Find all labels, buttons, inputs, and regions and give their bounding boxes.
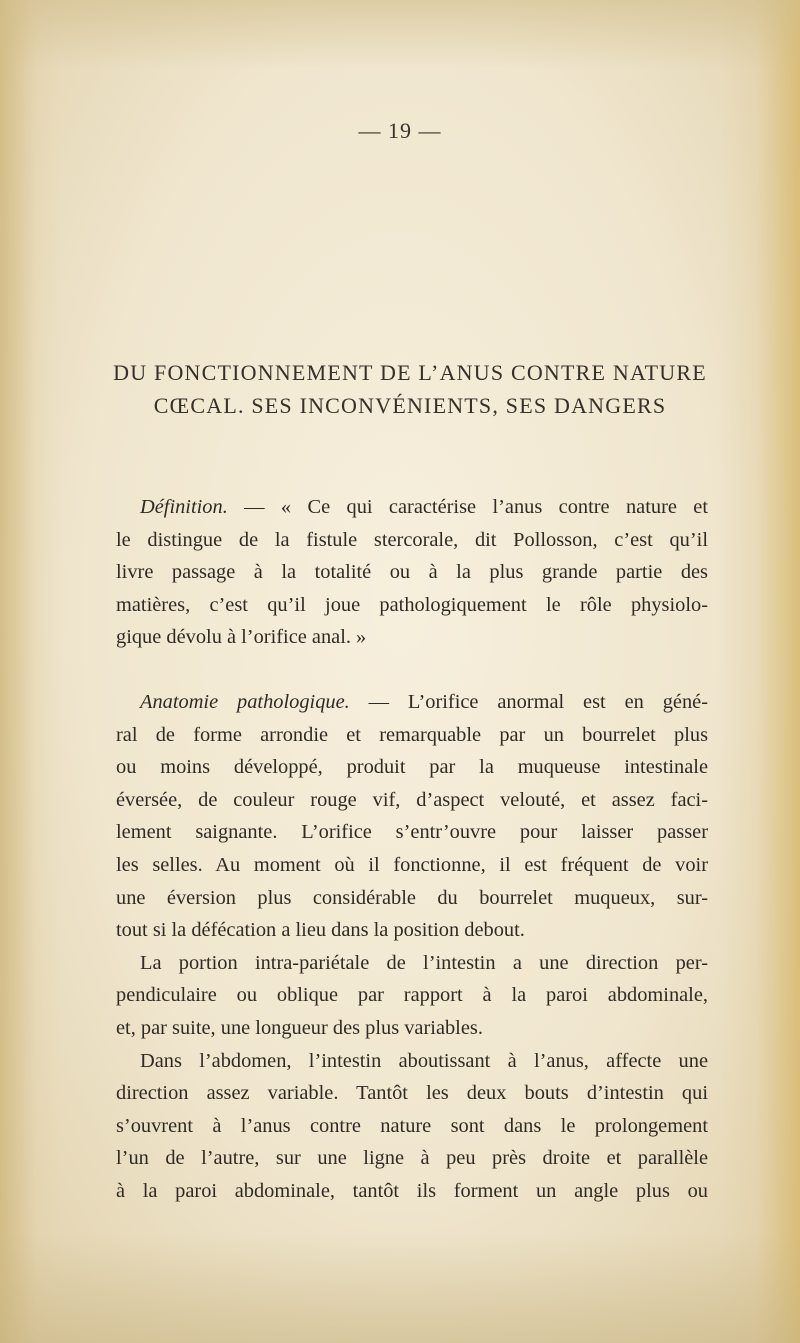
definition-line-1: — « Ce qui caractérise l’anus contre nature et	[227, 496, 708, 518]
paragraph-line: les selles. Au moment où il fonctionne, il est fréquent de voir	[116, 853, 708, 876]
paragraph-line: gique dévolu à l’orifice anal. »	[116, 626, 367, 649]
paragraph-line: matières, c’est qu’il joue pathologiquement le rôle physiolo-	[116, 593, 708, 616]
paragraph-line: direction assez variable. Tantôt les deux bouts d’intestin qui	[116, 1082, 708, 1105]
paragraph-portion	[116, 947, 708, 1045]
paragraph-line: à la paroi abdominale, tantôt ils forment un angle plus ou	[116, 1179, 708, 1202]
page-number: — 19 —	[358, 118, 442, 143]
definition-heading: Définition.	[140, 496, 228, 518]
paper-edge-top	[0, 0, 800, 70]
paragraph-line: ou moins développé, produit par la muqueuse intestinale	[116, 756, 708, 779]
paragraph-line: ral de forme arrondie et remarquable par un bourrelet plus	[116, 723, 708, 746]
paragraph-line: livre passage à la totalité ou à la plus grande partie des	[116, 561, 708, 584]
paragraph-line: lement saignante. L’orifice s’entr’ouvre pour laisser passer	[116, 821, 708, 844]
chapter-title-line-1: DU FONCTIONNEMENT DE L’ANUS CONTRE NATURE	[113, 360, 707, 385]
chapter-title	[90, 356, 730, 422]
anatomie-line-1: — L’orifice anormal est en géné-	[349, 690, 709, 713]
paper-edge-bottom	[0, 1233, 800, 1343]
paragraph-line: pendiculaire ou oblique par rapport à la paroi abdominale,	[116, 984, 708, 1007]
paragraph-line	[116, 686, 708, 719]
paragraph-anatomie	[116, 686, 708, 947]
paragraph-line: l’un de l’autre, sur une ligne à peu près droite et parallèle	[116, 1147, 708, 1170]
paragraph-line: éversée, de couleur rouge vif, d’aspect velouté, et assez faci-	[116, 788, 708, 811]
paragraph-line: s’ouvrent à l’anus contre nature sont dans le prolongement	[116, 1114, 708, 1137]
paper-edge-right	[720, 0, 800, 1343]
anatomie-heading: Anatomie pathologique.	[140, 690, 350, 713]
paragraph-abdomen	[116, 1045, 708, 1208]
paragraph-line: tout si la défécation a lieu dans la position debout.	[116, 919, 525, 942]
paragraph-line	[116, 491, 708, 524]
paragraph-line: et, par suite, une longueur des plus variables.	[116, 1016, 483, 1039]
paragraph-line: Dans l’abdomen, l’intestin aboutissant à l’anus, affecte une	[140, 1049, 708, 1072]
body-text	[116, 491, 708, 1207]
paragraph-definition	[116, 491, 708, 654]
chapter-title-line-2: CŒCAL. SES INCONVÉNIENTS, SES DANGERS	[153, 393, 667, 418]
paragraph-line: le distingue de la fistule stercorale, dit Pollosson, c’est qu’il	[116, 528, 708, 551]
paragraph-line: une éversion plus considérable du bourrelet muqueux, sur-	[116, 886, 708, 909]
paper-edge-left	[0, 0, 60, 1343]
paragraph-line: La portion intra-pariétale de l’intestin a une direction per-	[140, 951, 708, 974]
